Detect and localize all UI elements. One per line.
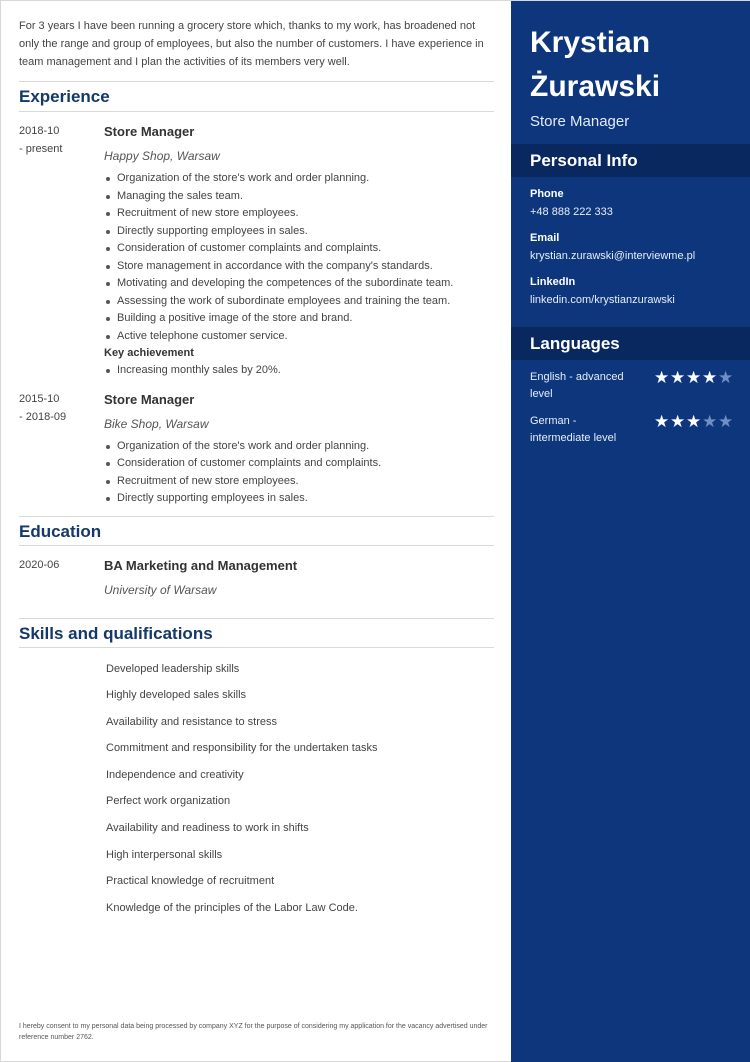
skill-item: Knowledge of the principles of the Labor Law Code. (106, 901, 358, 914)
phone-value[interactable]: +48 888 222 333 (530, 206, 613, 218)
duty-item: Active telephone customer service. (104, 328, 494, 346)
skill-item: Availability and readiness to work in shifts (106, 822, 309, 835)
language-row (530, 369, 735, 405)
job-date-start: 2018-10 (19, 125, 60, 137)
duty-item: Motivating and developing the competences of the subordinate team. (104, 275, 494, 293)
job-body (104, 390, 494, 508)
education-date: 2020-06 (19, 558, 60, 571)
education-body (104, 556, 494, 604)
duty-item: Managing the sales team. (104, 188, 494, 206)
language-name: German - intermediate level (530, 415, 617, 444)
job-entry (19, 390, 494, 508)
duty-item: Organization of the store's work and order planning. (104, 170, 494, 188)
main-column (19, 17, 494, 921)
personal-info-heading: Personal Info (511, 144, 750, 177)
degree: BA Marketing and Management (104, 557, 298, 573)
duty-item: Consideration of customer complaints and complaints. (104, 240, 494, 258)
duty-item: Recruitment of new store employees. (104, 205, 494, 223)
experience-heading: Experience (19, 82, 494, 112)
skill-item: Highly developed sales skills (106, 689, 247, 702)
skill-item: Perfect work organization (106, 795, 231, 808)
star-filled-icon: ★ (702, 368, 718, 387)
candidate-name: Krystian Żurawski (530, 26, 661, 103)
email-link[interactable]: krystian.zurawski@interviewme.pl (530, 250, 696, 262)
job-date-start: 2015-10 (19, 392, 60, 405)
skill-item: Availability and resistance to stress (106, 715, 277, 728)
job-body (104, 122, 494, 380)
duty-item: Store management in accordance with the company's standards. (104, 258, 494, 276)
skills-list (106, 656, 494, 922)
star-empty-icon: ★ (718, 368, 734, 387)
job-date-end: - present (19, 143, 63, 155)
star-empty-icon: ★ (718, 412, 734, 431)
duty-item: Consideration of customer complaints and complaints. (104, 455, 494, 473)
language-row (530, 413, 735, 449)
duty-item: Directly supporting employees in sales. (104, 490, 494, 508)
star-filled-icon: ★ (670, 412, 686, 431)
school: University of Warsaw (104, 582, 217, 597)
duty-item: Recruitment of new store employees. (104, 473, 494, 491)
key-achievement-label: Key achievement (104, 347, 194, 359)
linkedin-link[interactable]: linkedin.com/krystianzurawski (530, 294, 675, 306)
star-filled-icon: ★ (654, 368, 670, 387)
languages-heading: Languages (511, 327, 750, 360)
consent-clause: I hereby consent to my personal data being processed by company XYZ for the purpose of considering my application for the vacancy advertised under reference number 2762. (19, 1023, 488, 1041)
skill-item: Independence and creativity (106, 768, 244, 781)
sidebar (511, 1, 750, 1062)
education-heading: Education (19, 516, 494, 546)
star-filled-icon: ★ (686, 368, 702, 387)
skill-item: Practical knowledge of recruitment (106, 875, 275, 888)
duty-item: Building a positive image of the store and brand. (104, 310, 494, 328)
candidate-position: Store Manager (530, 113, 630, 130)
job-company: Happy Shop, Warsaw (104, 149, 220, 163)
linkedin-label: LinkedIn (530, 276, 576, 288)
job-company: Bike Shop, Warsaw (104, 416, 209, 431)
summary: For 3 years I have been running a grocery store which, thanks to my work, has broadened not only the range and group of employees, but also the number of customers. I have experience in team management and I plan the activities of its members very well. (19, 17, 494, 82)
star-filled-icon: ★ (654, 412, 670, 431)
language-name: English - advanced level (530, 371, 624, 400)
duty-item: Organization of the store's work and order planning. (104, 438, 494, 456)
job-title: Store Manager (104, 124, 195, 139)
email-label: Email (530, 232, 560, 244)
job-date (19, 390, 104, 508)
job-duties (104, 438, 494, 508)
achievement-item: Increasing monthly sales by 20%. (104, 362, 494, 380)
education-entry (19, 556, 494, 604)
duty-item: Directly supporting employees in sales. (104, 223, 494, 241)
star-filled-icon: ★ (670, 368, 686, 387)
star-empty-icon: ★ (702, 412, 718, 431)
job-entry (19, 122, 494, 380)
skill-item: Commitment and responsibility for the undertaken tasks (106, 742, 378, 755)
job-duties (104, 170, 494, 345)
job-date-end: - 2018-09 (19, 410, 67, 423)
language-rating (654, 413, 734, 430)
key-achievements (104, 362, 494, 380)
skill-item: Developed leadership skills (106, 662, 240, 675)
skills-heading: Skills and qualifications (19, 618, 494, 648)
duty-item: Assessing the work of subordinate employees and training the team. (104, 293, 494, 311)
phone-label: Phone (530, 188, 564, 200)
language-rating (654, 369, 734, 386)
job-date (19, 122, 104, 380)
star-filled-icon: ★ (686, 412, 702, 431)
job-title: Store Manager (104, 391, 195, 407)
skill-item: High interpersonal skills (106, 848, 223, 861)
